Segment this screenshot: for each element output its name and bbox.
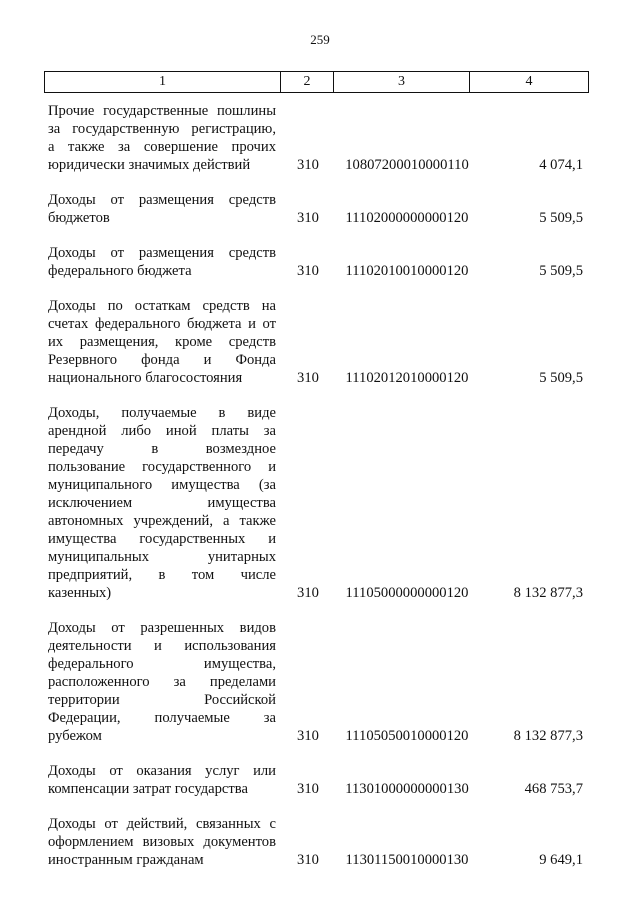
- row-name-line: автономных учреждений, а также: [48, 513, 276, 529]
- row-col4: 8 132 877,3: [513, 585, 583, 601]
- row-name-line: расположенного за пределами: [48, 674, 276, 690]
- row-name-line: Доходы от действий, связанных с: [48, 816, 276, 832]
- row-name-line: иностранным гражданам: [48, 852, 204, 868]
- row-col2: 310: [297, 781, 319, 797]
- row-col3: 11102000000000120: [345, 210, 469, 226]
- row-name-line: территории Российской: [48, 692, 276, 708]
- row-col4: 468 753,7: [524, 781, 583, 797]
- row-name-line: передачу в возмездное: [48, 441, 276, 457]
- table-header: [44, 71, 589, 93]
- table-row: [0, 404, 640, 602]
- table-row: [0, 102, 640, 174]
- row-name-line: исключением имущества: [48, 495, 276, 511]
- row-name-line: Доходы от оказания услуг или: [48, 763, 276, 779]
- row-col4: 8 132 877,3: [513, 728, 583, 744]
- row-name-line: муниципальных унитарных: [48, 549, 276, 565]
- row-name-line: Доходы по остаткам средств на: [48, 298, 276, 314]
- row-col4: 5 509,5: [539, 210, 583, 226]
- row-name-line: юридически значимых действий: [48, 157, 251, 173]
- table-row: [0, 762, 640, 798]
- row-name: [48, 191, 276, 227]
- row-name-line: Доходы от разрешенных видов: [48, 620, 276, 636]
- row-col3: 11102012010000120: [345, 370, 469, 386]
- row-col3: 10807200010000110: [345, 157, 469, 173]
- row-col4: 9 649,1: [539, 852, 583, 868]
- row-name-line: счетах федерального бюджета и от: [48, 316, 276, 332]
- row-col4: 5 509,5: [539, 370, 583, 386]
- row-col2: 310: [297, 585, 319, 601]
- table-row: [0, 619, 640, 745]
- table-row: [0, 191, 640, 227]
- row-name: [48, 815, 276, 869]
- row-name-line: казенных): [48, 585, 112, 601]
- row-name-line: пользование государственного и: [48, 459, 276, 475]
- row-name-line: деятельности и использования: [48, 638, 276, 654]
- row-name-line: оформлением визовых документов: [48, 834, 276, 850]
- row-col3: 11105050010000120: [345, 728, 469, 744]
- row-col2: 310: [297, 728, 319, 744]
- table-body: [0, 102, 640, 886]
- row-col4: 4 074,1: [539, 157, 583, 173]
- row-name: [48, 762, 276, 798]
- row-name-line: Резервного фонда и Фонда: [48, 352, 276, 368]
- row-name-line: за государственную регистрацию,: [48, 121, 276, 137]
- row-col3: 11301000000000130: [345, 781, 469, 797]
- row-name: [48, 244, 276, 280]
- row-name-line: их размещения, кроме средств: [48, 334, 276, 350]
- row-name-line: предприятий, в том числе: [48, 567, 276, 583]
- row-name-line: Федерации, получаемые за: [48, 710, 276, 726]
- row-name: [48, 404, 276, 602]
- row-name-line: Доходы от размещения средств: [48, 192, 276, 208]
- header-col-4: 4: [470, 72, 589, 93]
- row-name-line: рубежом: [48, 728, 102, 744]
- row-col2: 310: [297, 370, 319, 386]
- row-name-line: арендной либо иной платы за: [48, 423, 276, 439]
- row-col3: 11301150010000130: [345, 852, 469, 868]
- row-name: [48, 102, 276, 174]
- row-name-line: а также за совершение прочих: [48, 139, 276, 155]
- row-name-line: компенсации затрат государства: [48, 781, 248, 797]
- row-name-line: Доходы, получаемые в виде: [48, 405, 276, 421]
- row-col3: 11102010010000120: [345, 263, 469, 279]
- row-col3: 11105000000000120: [345, 585, 469, 601]
- table-row: [0, 815, 640, 869]
- row-name-line: имущества государственных и: [48, 531, 276, 547]
- table-row: [0, 244, 640, 280]
- header-col-2: 2: [281, 72, 334, 93]
- row-name-line: национального благосостояния: [48, 370, 243, 386]
- row-col2: 310: [297, 852, 319, 868]
- row-col4: 5 509,5: [539, 263, 583, 279]
- row-name: [48, 297, 276, 387]
- header-col-1: 1: [45, 72, 281, 93]
- row-col2: 310: [297, 263, 319, 279]
- row-name-line: федерального имущества,: [48, 656, 276, 672]
- header-col-3: 3: [334, 72, 470, 93]
- row-name-line: Прочие государственные пошлины: [48, 103, 276, 119]
- row-col2: 310: [297, 157, 319, 173]
- row-name-line: муниципального имущества (за: [48, 477, 276, 493]
- table-row: [0, 297, 640, 387]
- row-name-line: федерального бюджета: [48, 263, 192, 279]
- row-name: [48, 619, 276, 745]
- row-name-line: Доходы от размещения средств: [48, 245, 276, 261]
- row-col2: 310: [297, 210, 319, 226]
- page-number: 259: [310, 32, 330, 47]
- row-name-line: бюджетов: [48, 210, 110, 226]
